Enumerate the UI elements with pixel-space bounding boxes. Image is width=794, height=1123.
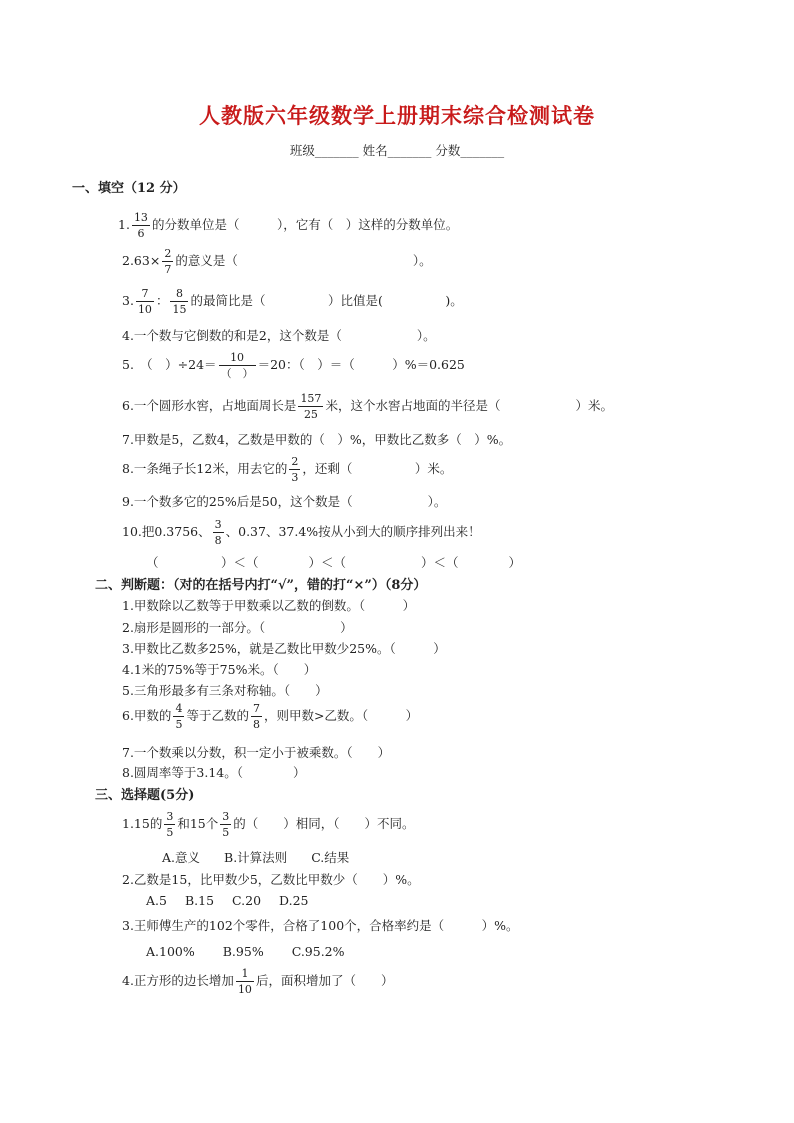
question-2-1: 1.甲数除以乙数等于甲数乘以乙数的倒数。（ ） xyxy=(122,598,416,613)
option: D.25 xyxy=(279,893,309,908)
fraction: $\frac{1}{10}$ xyxy=(237,967,252,996)
fraction: $\frac{10}{( )}$ xyxy=(220,351,254,380)
question-1-9: 9.一个数多它的25%后是50，这个数是（ ）。 xyxy=(122,494,447,509)
question-1-8: 8.一条绳子长12米，用去它的 $\frac{2}{3}$ ，还剩（ ）米。 xyxy=(122,455,453,484)
question-2-4: 4.1米的75%等于75%米。（ ） xyxy=(122,662,317,677)
student-info-line: 班级_______ 姓名_______ 分数_______ xyxy=(289,143,505,158)
option: A.意义 xyxy=(162,850,201,865)
question-3-2: 2.乙数是15，比甲数少5，乙数比甲数少（ ）%。 xyxy=(122,872,420,887)
question-1-2: 2.63× $\frac{2}{7}$ 的意义是（ ）。 xyxy=(122,247,432,276)
fraction: $\frac{3}{5}$ xyxy=(222,810,230,839)
question-2-6: 6.甲数的 $\frac{4}{5}$ 等于乙数的 $\frac{7}{8}$ ，则甲数>乙数。（ ） xyxy=(122,702,419,731)
page-title: 人教版六年级数学上册期末综合检测试卷 xyxy=(199,103,595,128)
option: C.20 xyxy=(232,893,262,908)
option: B.95% xyxy=(222,944,264,959)
fraction: $\frac{8}{15}$ xyxy=(172,287,187,316)
question-2-2: 2.扇形是圆形的一部分。（ ） xyxy=(122,620,353,635)
question-1-6: 6.一个圆形水窖，占地面周长是 $\frac{157}{25}$ 米，这个水窖占地面的半径是（ ）米。 xyxy=(122,392,613,421)
option: C.95.2% xyxy=(291,944,345,959)
question-3-4: 4.正方形的边长增加 $\frac{1}{10}$ 后，面积增加了（ ） xyxy=(122,967,394,996)
question-3-2-options xyxy=(146,893,327,909)
fraction: $\frac{2}{7}$ xyxy=(164,247,172,276)
question-1-10: 10.把0.3756、 $\frac{3}{8}$ 、0.37、37.4%按从小到大的顺序排列出来！ xyxy=(122,518,481,547)
option: A.100% xyxy=(146,944,195,959)
section-multiple-choice-heading: 三、选择题(5分) xyxy=(95,788,195,803)
fraction: $\frac{3}{8}$ xyxy=(214,518,222,547)
option: C.结果 xyxy=(311,850,350,865)
question-1-1: 1. $\frac{13}{6}$ 的分数单位是（ ），它有（ ）这样的分数单位。 xyxy=(118,211,459,240)
option: B.15 xyxy=(184,893,215,908)
fraction: $\frac{13}{6}$ xyxy=(133,211,148,240)
question-3-3-options xyxy=(146,944,373,960)
question-2-7: 7.一个数乘以分数，积一定小于被乘数。（ ） xyxy=(122,745,391,760)
question-1-4: 4.一个数与它倒数的和是2，这个数是（ ）。 xyxy=(122,328,436,343)
option: B.计算法则 xyxy=(224,850,288,865)
question-1-5: 5. （ ）÷24＝ $\frac{10}{( )}$ ＝20：（ ）＝（ ）%＝0.625 xyxy=(122,351,465,380)
question-2-8: 8.圆周率等于3.14。（ ） xyxy=(122,765,306,780)
question-1-7: 7.甲数是5，乙数4，乙数是甲数的（ ）%，甲数比乙数多（ ）%。 xyxy=(122,432,512,447)
fraction: $\frac{7}{10}$ xyxy=(137,287,152,316)
question-2-3: 3.甲数比乙数多25%，就是乙数比甲数少25%。（ ） xyxy=(122,641,446,656)
question-3-1: 1.15的 $\frac{3}{5}$ 和15个 $\frac{3}{5}$ 的（ ）相同，（ ）不同。 xyxy=(122,810,415,839)
fraction: $\frac{4}{5}$ xyxy=(175,702,183,731)
question-1-10-answer-blanks: （ ）＜（ ）＜（ ）＜（ ） xyxy=(146,555,522,570)
fraction: $\frac{2}{3}$ xyxy=(291,455,299,484)
question-2-5: 5.三角形最多有三条对称轴。（ ） xyxy=(122,683,328,698)
fraction: $\frac{3}{5}$ xyxy=(166,810,174,839)
question-3-1-options xyxy=(162,850,373,866)
section-true-false-heading: 二、判断题：（对的在括号内打“√”，错的打“×”）（8分） xyxy=(95,578,427,593)
fraction: $\frac{157}{25}$ xyxy=(300,392,322,421)
section-fill-blank-heading: 一、填空（12 分） xyxy=(72,181,186,196)
option: A.5 xyxy=(146,893,167,908)
question-3-3: 3.王师傅生产的102个零件，合格了100个，合格率约是（ ）%。 xyxy=(122,918,519,933)
question-1-3: 3. $\frac{7}{10}$ ： $\frac{8}{15}$ 的最简比是（ ）比值是( )。 xyxy=(122,287,463,316)
fraction: $\frac{7}{8}$ xyxy=(252,702,260,731)
